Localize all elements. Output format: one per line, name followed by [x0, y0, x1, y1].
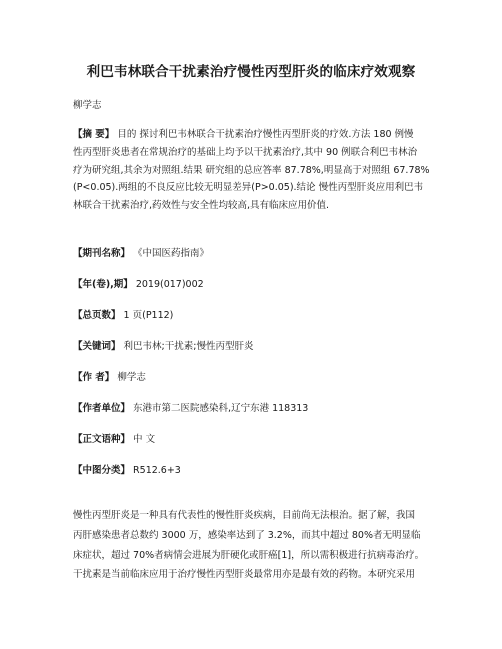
abstract-line: 【摘 要】 目的 探讨利巴韦林联合干扰素治疗慢性丙型肝炎的疗效.方法 180 例慢	[73, 129, 414, 140]
body-line: 床症状，超过 70%者病情会进展为肝硬化或肝癌[1]，所以需积极进行抗病毒治疗。	[73, 549, 425, 561]
body-line: 丙肝感染患者总数约 3000 万，感染率达到了 3.2%，而其中超过 80%者无明显临	[73, 529, 421, 541]
meta-value: 利巴韦林;干扰素;慢性丙型肝炎	[123, 341, 254, 352]
meta-pages	[73, 307, 173, 321]
meta-value: 柳学志	[117, 372, 146, 383]
meta-label: 【作者单位】	[73, 403, 131, 414]
meta-value: 中 文	[133, 434, 156, 445]
meta-journal	[73, 245, 209, 259]
meta-value: 东港市第二医院感染科,辽宁东港 118313	[133, 403, 309, 414]
meta-language	[73, 431, 155, 445]
author-name: 柳学志	[73, 100, 102, 111]
meta-label: 【中图分类】	[73, 465, 131, 476]
meta-value: 《中国医药指南》	[133, 248, 210, 259]
body-paragraph	[73, 506, 435, 585]
meta-value: R512.6+3	[133, 465, 181, 476]
meta-label: 【总页数】	[73, 310, 121, 321]
meta-label: 【期刊名称】	[73, 248, 131, 259]
meta-label: 【作 者】	[73, 372, 115, 383]
abstract-label: 【摘 要】	[73, 129, 115, 140]
meta-keywords	[73, 338, 253, 352]
body-line: 干扰素是当前临床应用于治疗慢性丙型肝炎最常用亦是最有效的药物。本研究采用	[73, 569, 416, 581]
meta-author	[73, 369, 146, 383]
meta-label: 【年(卷),期】	[73, 279, 133, 290]
abstract-line: 林联合干扰素治疗,药效性与安全性均较高,具有临床应用价值.	[73, 200, 330, 212]
meta-year-volume	[73, 276, 204, 290]
abstract-line: (P<0.05).两组的不良反应比较无明显差异(P>0.05).结论 慢性丙型肝炎应用利巴韦	[73, 182, 424, 194]
meta-label: 【关键词】	[73, 341, 121, 352]
document-title: 利巴韦林联合干扰素治疗慢性丙型肝炎的临床疗效观察	[86, 64, 416, 80]
abstract-line: 性丙型肝炎患者在常规治疗的基础上均予以干扰素治疗,其中 90 例联合利巴韦林治	[73, 146, 418, 158]
meta-label: 【正文语种】	[73, 434, 131, 445]
meta-value: 2019(017)002	[135, 279, 204, 290]
meta-value: 1 页(P112)	[123, 310, 174, 321]
body-line: 慢性丙型肝炎是一种具有代表性的慢性肝炎疾病，目前尚无法根治。据了解，我国	[73, 510, 416, 521]
abstract-block	[73, 126, 435, 215]
abstract-line: 疗为研究组,其余为对照组.结果 研究组的总应答率 87.78%,明显高于对照组 67.78%	[73, 164, 430, 176]
meta-affiliation	[73, 400, 308, 414]
meta-classification	[73, 462, 181, 476]
